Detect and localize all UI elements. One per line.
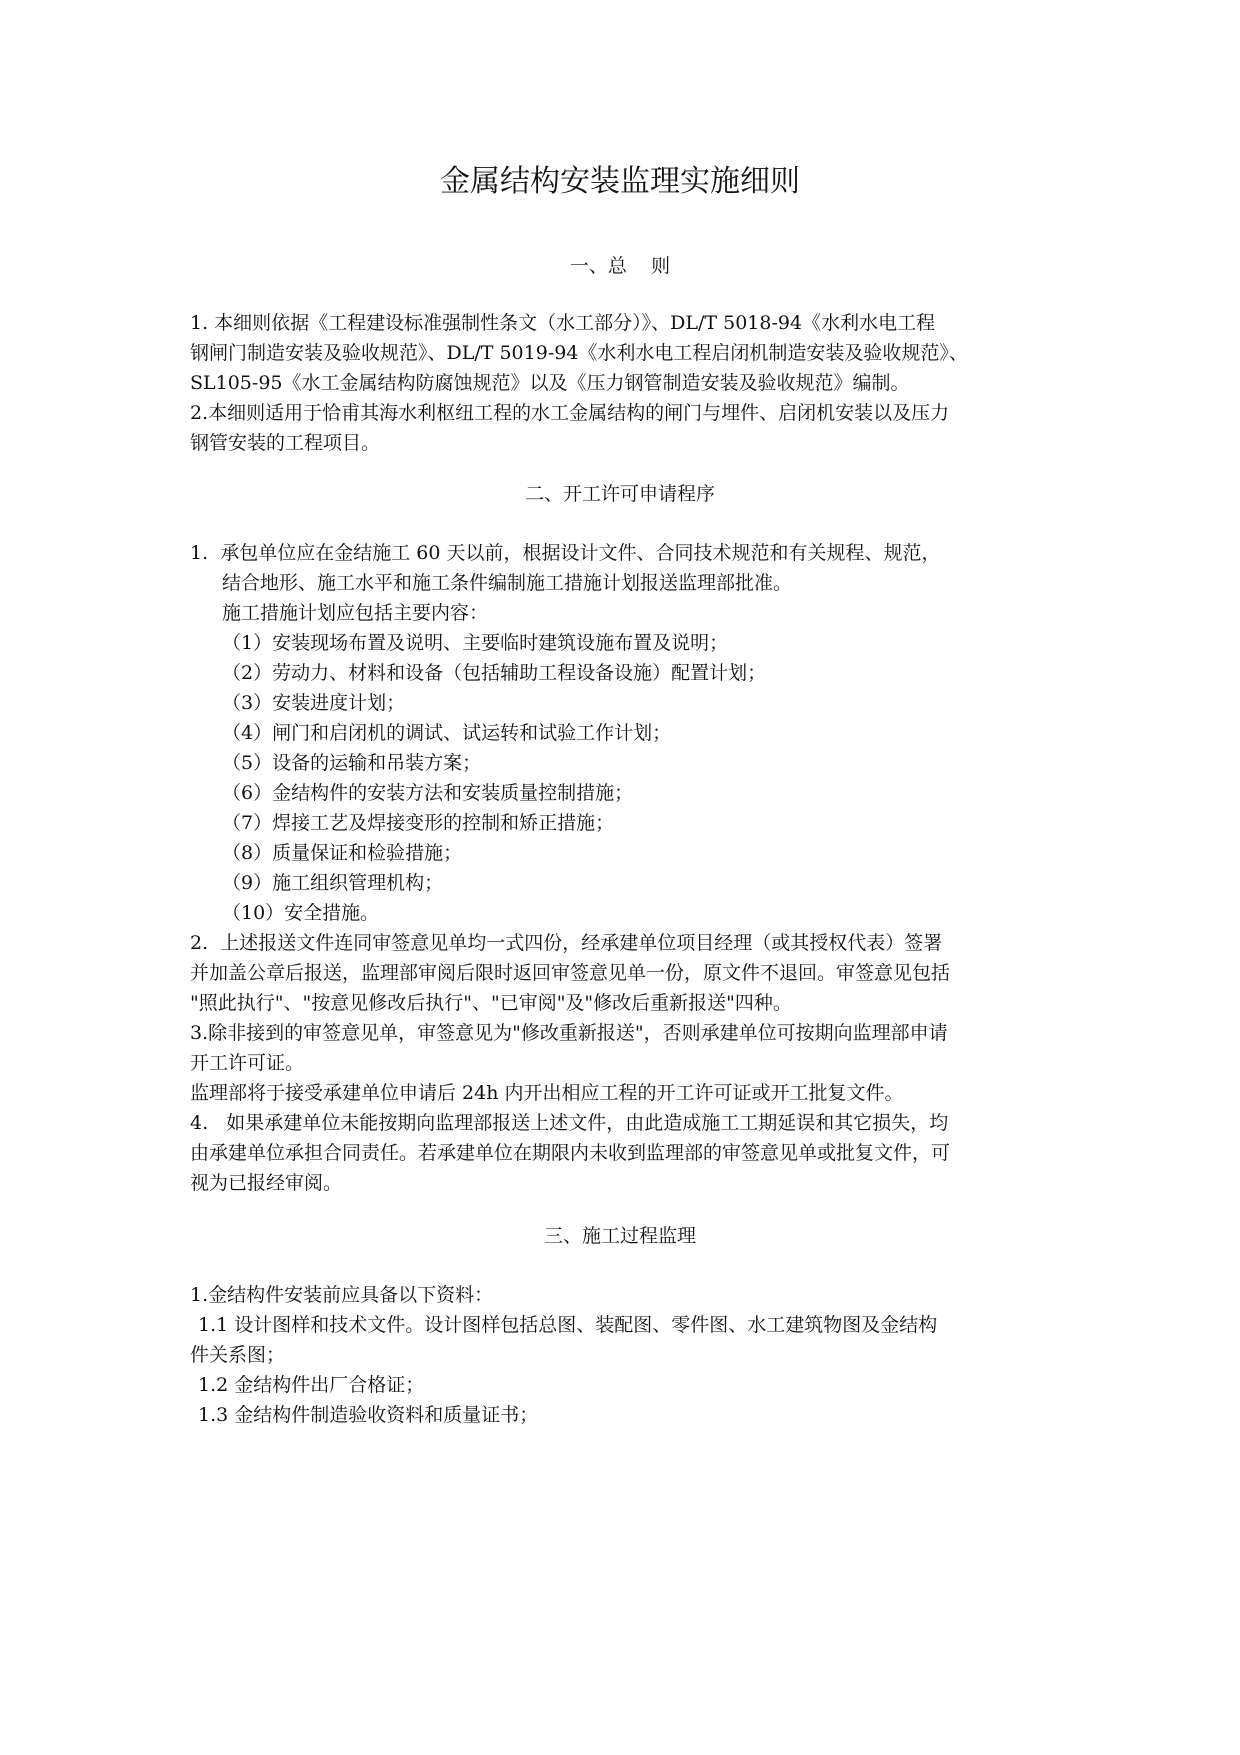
paragraph-line: 并加盖公章后报送，监理部审阅后限时返回审签意见单一份，原文件不退回。审签意见包括 <box>190 962 951 984</box>
list-item: （1）安装现场布置及说明、主要临时建筑设施布置及说明； <box>222 632 729 654</box>
paragraph-line: 1.3 金结构件制造验收资料和质量证书； <box>198 1404 539 1426</box>
paragraph-line: 1.金结构件安装前应具备以下资料： <box>190 1284 494 1306</box>
paragraph-line: "照此执行"、"按意见修改后执行"、"已审阅"及"修改后重新报送"四种。 <box>190 992 792 1014</box>
paragraph-line: 2. 上述报送文件连同审签意见单均一式四份，经承建单位项目经理（或其授权代表）签署 <box>190 932 943 954</box>
list-item: （10）安全措施。 <box>222 902 380 924</box>
paragraph-line: 开工许可证。 <box>190 1052 305 1074</box>
list-item: （9）施工组织管理机构； <box>222 872 444 894</box>
paragraph-line: 件关系图； <box>190 1344 286 1366</box>
paragraph-line: 1. 承包单位应在金结施工 60 天以前，根据设计文件、合同技术规范和有关规程、规范， <box>190 542 941 564</box>
list-item: （2）劳动力、材料和设备（包括辅助工程设备设施）配置计划； <box>222 662 767 684</box>
paragraph-line: 4. 如果承建单位未能按期向监理部报送上述文件，由此造成施工工期延误和其它损失，均 <box>190 1112 949 1134</box>
paragraph-line: SL105-95《水工金属结构防腐蚀规范》以及《压力钢管制造安装及验收规范》编制。 <box>190 372 910 394</box>
section-heading-general: 一、总 则 <box>569 255 671 277</box>
paragraph-line: 3.除非接到的审签意见单，审签意见为"修改重新报送"，否则承建单位可按期向监理部申请 <box>190 1022 948 1044</box>
list-item: （4）闸门和启闭机的调试、试运转和试验工作计划； <box>222 722 672 744</box>
paragraph-line: 施工措施计划应包括主要内容： <box>222 602 489 624</box>
paragraph-line: 1. 本细则依据《工程建设标准强制性条文（水工部分）》、DL/T 5018-94《水利水电工程 <box>190 312 936 334</box>
paragraph-line: 1.2 金结构件出厂合格证； <box>198 1374 425 1396</box>
paragraph-line: 1.1 设计图样和技术文件。设计图样包括总图、装配图、零件图、水工建筑物图及金结构 <box>198 1314 938 1336</box>
list-item: （5）设备的运输和吊装方案； <box>222 752 482 774</box>
paragraph-line: 视为已报经审阅。 <box>190 1172 343 1194</box>
paragraph-line: 由承建单位承担合同责任。若承建单位在期限内未收到监理部的审签意见单或批复文件，可 <box>190 1142 951 1164</box>
section-heading-construction-supervision: 三、施工过程监理 <box>543 1225 696 1247</box>
paragraph-line: 监理部将于接受承建单位申请后 24h 内开出相应工程的开工许可证或开工批复文件。 <box>190 1082 904 1104</box>
list-item: （7）焊接工艺及焊接变形的控制和矫正措施； <box>222 812 615 834</box>
paragraph-line: 2.本细则适用于恰甫其海水利枢纽工程的水工金属结构的闸门与埋件、启闭机安装以及压力 <box>190 402 950 424</box>
list-item: （3）安装进度计划； <box>222 692 406 714</box>
document-title: 金属结构安装监理实施细则 <box>440 164 800 199</box>
paragraph-line: 结合地形、施工水平和施工条件编制施工措施计划报送监理部批准。 <box>222 572 793 594</box>
list-item: （6）金结构件的安装方法和安装质量控制措施； <box>222 782 634 804</box>
section-heading-start-permit: 二、开工许可申请程序 <box>524 483 715 505</box>
paragraph-line: 钢管安装的工程项目。 <box>190 432 381 454</box>
paragraph-line: 钢闸门制造安装及验收规范》、DL/T 5019-94《水利水电工程启闭机制造安装及验收规范》、 <box>190 342 968 364</box>
list-item: （8）质量保证和检验措施； <box>222 842 463 864</box>
